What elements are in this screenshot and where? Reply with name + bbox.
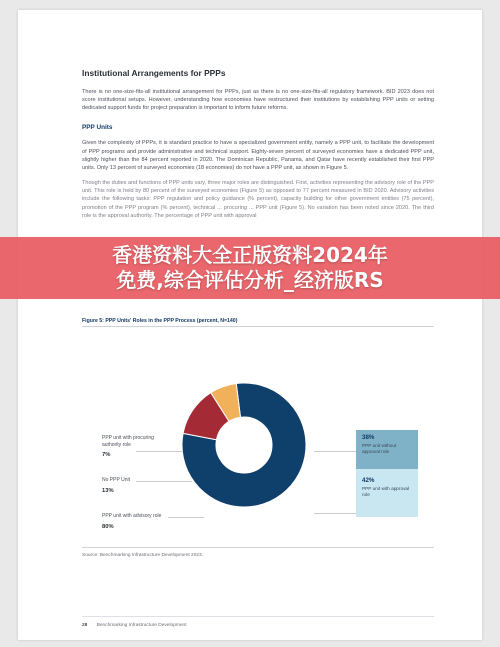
label-procuring-value: 7% xyxy=(102,452,111,458)
footer-divider xyxy=(82,616,434,617)
paragraph-roles: Though the duties and functions of PPP units vary, three major roles are distinguished. First, activities representing the advisory role of the PPP unit. This role is held by 80 percent of the surveyed economies (Figure 5) as opposed to 77 percent measured in BID 2020. Advisory activities include the following tasks: PPP regulation and policy guidance (% percent), capacity building for other government entities (75 percent), promotion of the PPP program (% percent), technical ... procuring ... PPP unit (Figure 5). No variation has been noted since 2020. The third role is the approval authority. The percentage of PPP unit with approval xyxy=(82,180,434,219)
overlay-banner xyxy=(0,237,500,299)
breakdown-desc: PPP unit without approval role xyxy=(362,443,397,455)
document-page xyxy=(18,10,482,640)
connector-breakdown-bottom xyxy=(314,513,356,514)
connector-advisory xyxy=(168,517,204,518)
subsection-title: PPP Units xyxy=(82,124,113,132)
footer-title: Benchmarking Infrastructure Development xyxy=(96,623,187,628)
page-footer xyxy=(82,623,187,628)
label-procuring-name: PPP unit with procuring authority role xyxy=(102,435,154,448)
banner-line-1: 香港资料大全正版资料2024年 xyxy=(112,243,388,267)
figure-divider xyxy=(82,326,434,327)
paragraph-ppp-units: Given the complexity of PPPs, it is standard practice to have a specialized government entity, namely a PPP unit, to facilitate the development of PPP programs and provide administrative and technical support. Eighty-seven percent of surveyed economies have a dedicated PPP unit, slightly higher than the 84 percent reported in 2020. The Dominican Republic, Panama, and Qatar have recently established their first PPP units. Only 13 percent of surveyed economies (18 economies) do not have a PPP unit, as shown in Figure 5. xyxy=(82,140,434,171)
label-advisory-role xyxy=(102,513,161,530)
donut-chart xyxy=(174,375,314,515)
donut-slices xyxy=(182,383,306,507)
label-advisory-value: 80% xyxy=(102,523,114,530)
connector-breakdown-top xyxy=(314,451,356,452)
breakdown-pct: 38% xyxy=(362,434,375,441)
source-divider xyxy=(82,547,434,548)
banner-line-2: 免费,综合评估分析_经济版RS xyxy=(116,268,384,292)
label-procuring-authority xyxy=(102,435,170,459)
intro-paragraph: There is no one-size-fits-all institutional arrangement for PPPs, just as there is no one-size-fits-all regulatory framework. BID 2023 does not score institutional setups. However, understanding how economies have restructured their institutions by establishing PPP units or setting dedicated support funds for project preparation is important to inform future reforms. xyxy=(82,89,434,112)
breakdown-box-with-approval xyxy=(356,469,418,517)
figure-source: Source: Benchmarking Infrastructure Development 2023. xyxy=(82,553,204,558)
label-no-unit-value: 13% xyxy=(102,487,114,494)
label-no-ppp-unit xyxy=(102,477,130,494)
section-title: Institutional Arrangements for PPPs xyxy=(82,68,226,78)
text-body xyxy=(82,68,434,227)
figure-title: Figure 5: PPP Units' Roles in the PPP Process (percent, N=140) xyxy=(82,318,238,324)
page-number: 28 xyxy=(82,623,88,628)
breakdown-desc: PPP unit with approval role xyxy=(362,486,410,498)
label-advisory-name: PPP unit with advisory role xyxy=(102,513,162,519)
breakdown-pct: 42% xyxy=(362,477,375,484)
label-no-unit-name: No PPP Unit xyxy=(102,477,130,483)
breakdown-box-without-approval xyxy=(356,430,418,469)
